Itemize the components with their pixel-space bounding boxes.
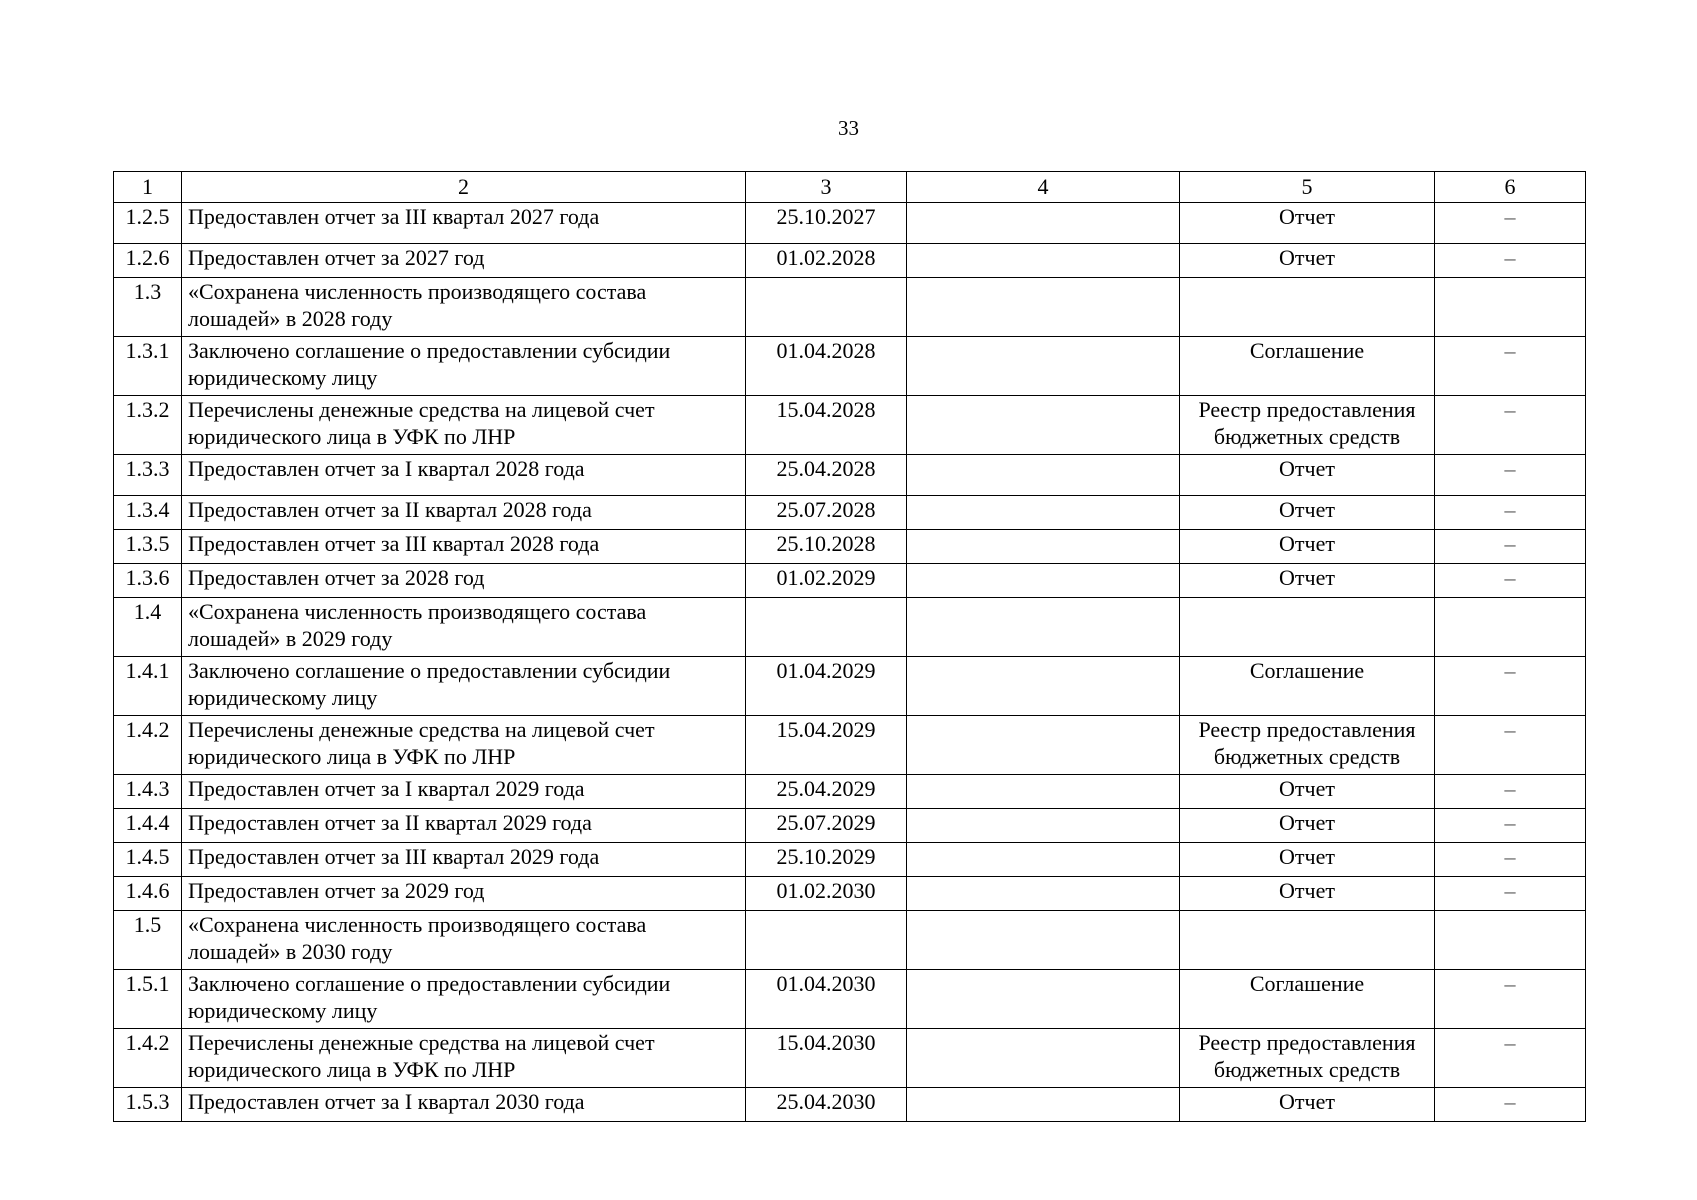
row-mark	[1435, 278, 1586, 337]
row-number: 1.4.4	[114, 809, 182, 843]
row-document: Соглашение	[1180, 337, 1435, 396]
row-col4	[907, 564, 1180, 598]
row-mark: –	[1435, 530, 1586, 564]
row-document: Отчет	[1180, 496, 1435, 530]
schedule-table	[113, 171, 1586, 1122]
row-date: 25.10.2028	[746, 530, 907, 564]
row-number: 1.3.4	[114, 496, 182, 530]
row-number: 1.3.5	[114, 530, 182, 564]
row-col4	[907, 911, 1180, 970]
table-section-row	[114, 278, 1586, 337]
row-description: Заключено соглашение о предоставлении субсидии юридическому лицу	[182, 657, 746, 716]
row-document: Отчет	[1180, 244, 1435, 278]
table-row	[114, 843, 1586, 877]
row-mark: –	[1435, 843, 1586, 877]
row-date: 01.04.2030	[746, 970, 907, 1029]
row-mark: –	[1435, 809, 1586, 843]
row-number: 1.4.2	[114, 1029, 182, 1088]
row-date: 25.04.2030	[746, 1088, 907, 1122]
row-date: 25.07.2029	[746, 809, 907, 843]
table-row	[114, 530, 1586, 564]
row-col4	[907, 598, 1180, 657]
row-date: 25.07.2028	[746, 496, 907, 530]
row-document: Соглашение	[1180, 657, 1435, 716]
row-date: 15.04.2028	[746, 396, 907, 455]
row-date: 25.04.2029	[746, 775, 907, 809]
row-document: Реестр предоставления бюджетных средств	[1180, 1029, 1435, 1088]
row-date: 01.02.2028	[746, 244, 907, 278]
row-mark: –	[1435, 203, 1586, 244]
row-col4	[907, 657, 1180, 716]
row-document: Отчет	[1180, 809, 1435, 843]
row-col4	[907, 843, 1180, 877]
table-row	[114, 877, 1586, 911]
row-date: 25.10.2027	[746, 203, 907, 244]
row-col4	[907, 337, 1180, 396]
row-col4	[907, 203, 1180, 244]
table-section-row	[114, 598, 1586, 657]
header-cell: 1	[114, 172, 182, 203]
table-row	[114, 1029, 1586, 1088]
header-cell: 2	[182, 172, 746, 203]
row-document	[1180, 911, 1435, 970]
row-mark: –	[1435, 657, 1586, 716]
row-date: 15.04.2030	[746, 1029, 907, 1088]
row-number: 1.2.6	[114, 244, 182, 278]
row-description: «Сохранена численность производящего состава лошадей» в 2028 году	[182, 278, 746, 337]
row-number: 1.4.5	[114, 843, 182, 877]
row-col4	[907, 530, 1180, 564]
table-header-row	[114, 172, 1586, 203]
row-col4	[907, 244, 1180, 278]
table-row	[114, 396, 1586, 455]
table-row	[114, 1088, 1586, 1122]
page-number: 33	[838, 116, 859, 140]
row-mark: –	[1435, 337, 1586, 396]
row-col4	[907, 970, 1180, 1029]
row-date: 25.10.2029	[746, 843, 907, 877]
row-col4	[907, 496, 1180, 530]
row-mark: –	[1435, 564, 1586, 598]
header-cell: 5	[1180, 172, 1435, 203]
row-col4	[907, 1088, 1180, 1122]
row-col4	[907, 716, 1180, 775]
row-description: Предоставлен отчет за II квартал 2029 года	[182, 809, 746, 843]
row-col4	[907, 278, 1180, 337]
row-col4	[907, 396, 1180, 455]
row-description: Предоставлен отчет за 2027 год	[182, 244, 746, 278]
table-row	[114, 337, 1586, 396]
header-cell: 4	[907, 172, 1180, 203]
row-mark: –	[1435, 775, 1586, 809]
row-number: 1.5	[114, 911, 182, 970]
row-description: Перечислены денежные средства на лицевой счет юридического лица в УФК по ЛНР	[182, 1029, 746, 1088]
row-number: 1.4	[114, 598, 182, 657]
table-row	[114, 564, 1586, 598]
row-mark: –	[1435, 244, 1586, 278]
row-description: Предоставлен отчет за III квартал 2027 года	[182, 203, 746, 244]
row-description: «Сохранена численность производящего состава лошадей» в 2029 году	[182, 598, 746, 657]
row-date	[746, 911, 907, 970]
row-date: 01.02.2029	[746, 564, 907, 598]
row-description: Предоставлен отчет за 2029 год	[182, 877, 746, 911]
row-document: Отчет	[1180, 775, 1435, 809]
row-mark: –	[1435, 396, 1586, 455]
row-mark	[1435, 911, 1586, 970]
table-row	[114, 496, 1586, 530]
row-description: Предоставлен отчет за I квартал 2029 года	[182, 775, 746, 809]
row-description: Предоставлен отчет за II квартал 2028 года	[182, 496, 746, 530]
row-number: 1.3	[114, 278, 182, 337]
row-mark: –	[1435, 877, 1586, 911]
row-mark: –	[1435, 970, 1586, 1029]
row-description: Предоставлен отчет за III квартал 2029 года	[182, 843, 746, 877]
table-row	[114, 657, 1586, 716]
table-row	[114, 203, 1586, 244]
row-document: Отчет	[1180, 564, 1435, 598]
row-document: Отчет	[1180, 455, 1435, 496]
row-description: Предоставлен отчет за I квартал 2028 года	[182, 455, 746, 496]
row-document	[1180, 598, 1435, 657]
table-row	[114, 716, 1586, 775]
row-number: 1.5.3	[114, 1088, 182, 1122]
table-row	[114, 809, 1586, 843]
row-date: 25.04.2028	[746, 455, 907, 496]
row-date: 01.04.2028	[746, 337, 907, 396]
row-document: Реестр предоставления бюджетных средств	[1180, 716, 1435, 775]
table-row	[114, 775, 1586, 809]
row-number: 1.4.1	[114, 657, 182, 716]
row-date: 01.02.2030	[746, 877, 907, 911]
row-mark: –	[1435, 496, 1586, 530]
row-number: 1.4.6	[114, 877, 182, 911]
row-document: Отчет	[1180, 1088, 1435, 1122]
header-cell: 6	[1435, 172, 1586, 203]
row-number: 1.4.3	[114, 775, 182, 809]
row-col4	[907, 877, 1180, 911]
row-description: Перечислены денежные средства на лицевой счет юридического лица в УФК по ЛНР	[182, 396, 746, 455]
row-mark: –	[1435, 1088, 1586, 1122]
row-col4	[907, 455, 1180, 496]
row-number: 1.3.6	[114, 564, 182, 598]
row-document	[1180, 278, 1435, 337]
row-mark: –	[1435, 1029, 1586, 1088]
row-date: 15.04.2029	[746, 716, 907, 775]
table-row	[114, 455, 1586, 496]
row-date: 01.04.2029	[746, 657, 907, 716]
row-description: Заключено соглашение о предоставлении субсидии юридическому лицу	[182, 337, 746, 396]
row-number: 1.3.1	[114, 337, 182, 396]
row-number: 1.4.2	[114, 716, 182, 775]
row-mark: –	[1435, 716, 1586, 775]
row-document: Отчет	[1180, 530, 1435, 564]
row-number: 1.3.3	[114, 455, 182, 496]
row-description: «Сохранена численность производящего состава лошадей» в 2030 году	[182, 911, 746, 970]
row-description: Перечислены денежные средства на лицевой счет юридического лица в УФК по ЛНР	[182, 716, 746, 775]
header-cell: 3	[746, 172, 907, 203]
row-document: Отчет	[1180, 843, 1435, 877]
row-description: Предоставлен отчет за 2028 год	[182, 564, 746, 598]
row-mark	[1435, 598, 1586, 657]
row-document: Реестр предоставления бюджетных средств	[1180, 396, 1435, 455]
row-number: 1.5.1	[114, 970, 182, 1029]
row-description: Предоставлен отчет за III квартал 2028 года	[182, 530, 746, 564]
row-document: Отчет	[1180, 203, 1435, 244]
table-row	[114, 244, 1586, 278]
row-description: Предоставлен отчет за I квартал 2030 года	[182, 1088, 746, 1122]
row-mark: –	[1435, 455, 1586, 496]
row-col4	[907, 809, 1180, 843]
row-col4	[907, 1029, 1180, 1088]
row-date	[746, 278, 907, 337]
row-description: Заключено соглашение о предоставлении субсидии юридическому лицу	[182, 970, 746, 1029]
table-section-row	[114, 911, 1586, 970]
row-col4	[907, 775, 1180, 809]
row-document: Соглашение	[1180, 970, 1435, 1029]
row-number: 1.3.2	[114, 396, 182, 455]
row-number: 1.2.5	[114, 203, 182, 244]
row-date	[746, 598, 907, 657]
table-row	[114, 970, 1586, 1029]
row-document: Отчет	[1180, 877, 1435, 911]
